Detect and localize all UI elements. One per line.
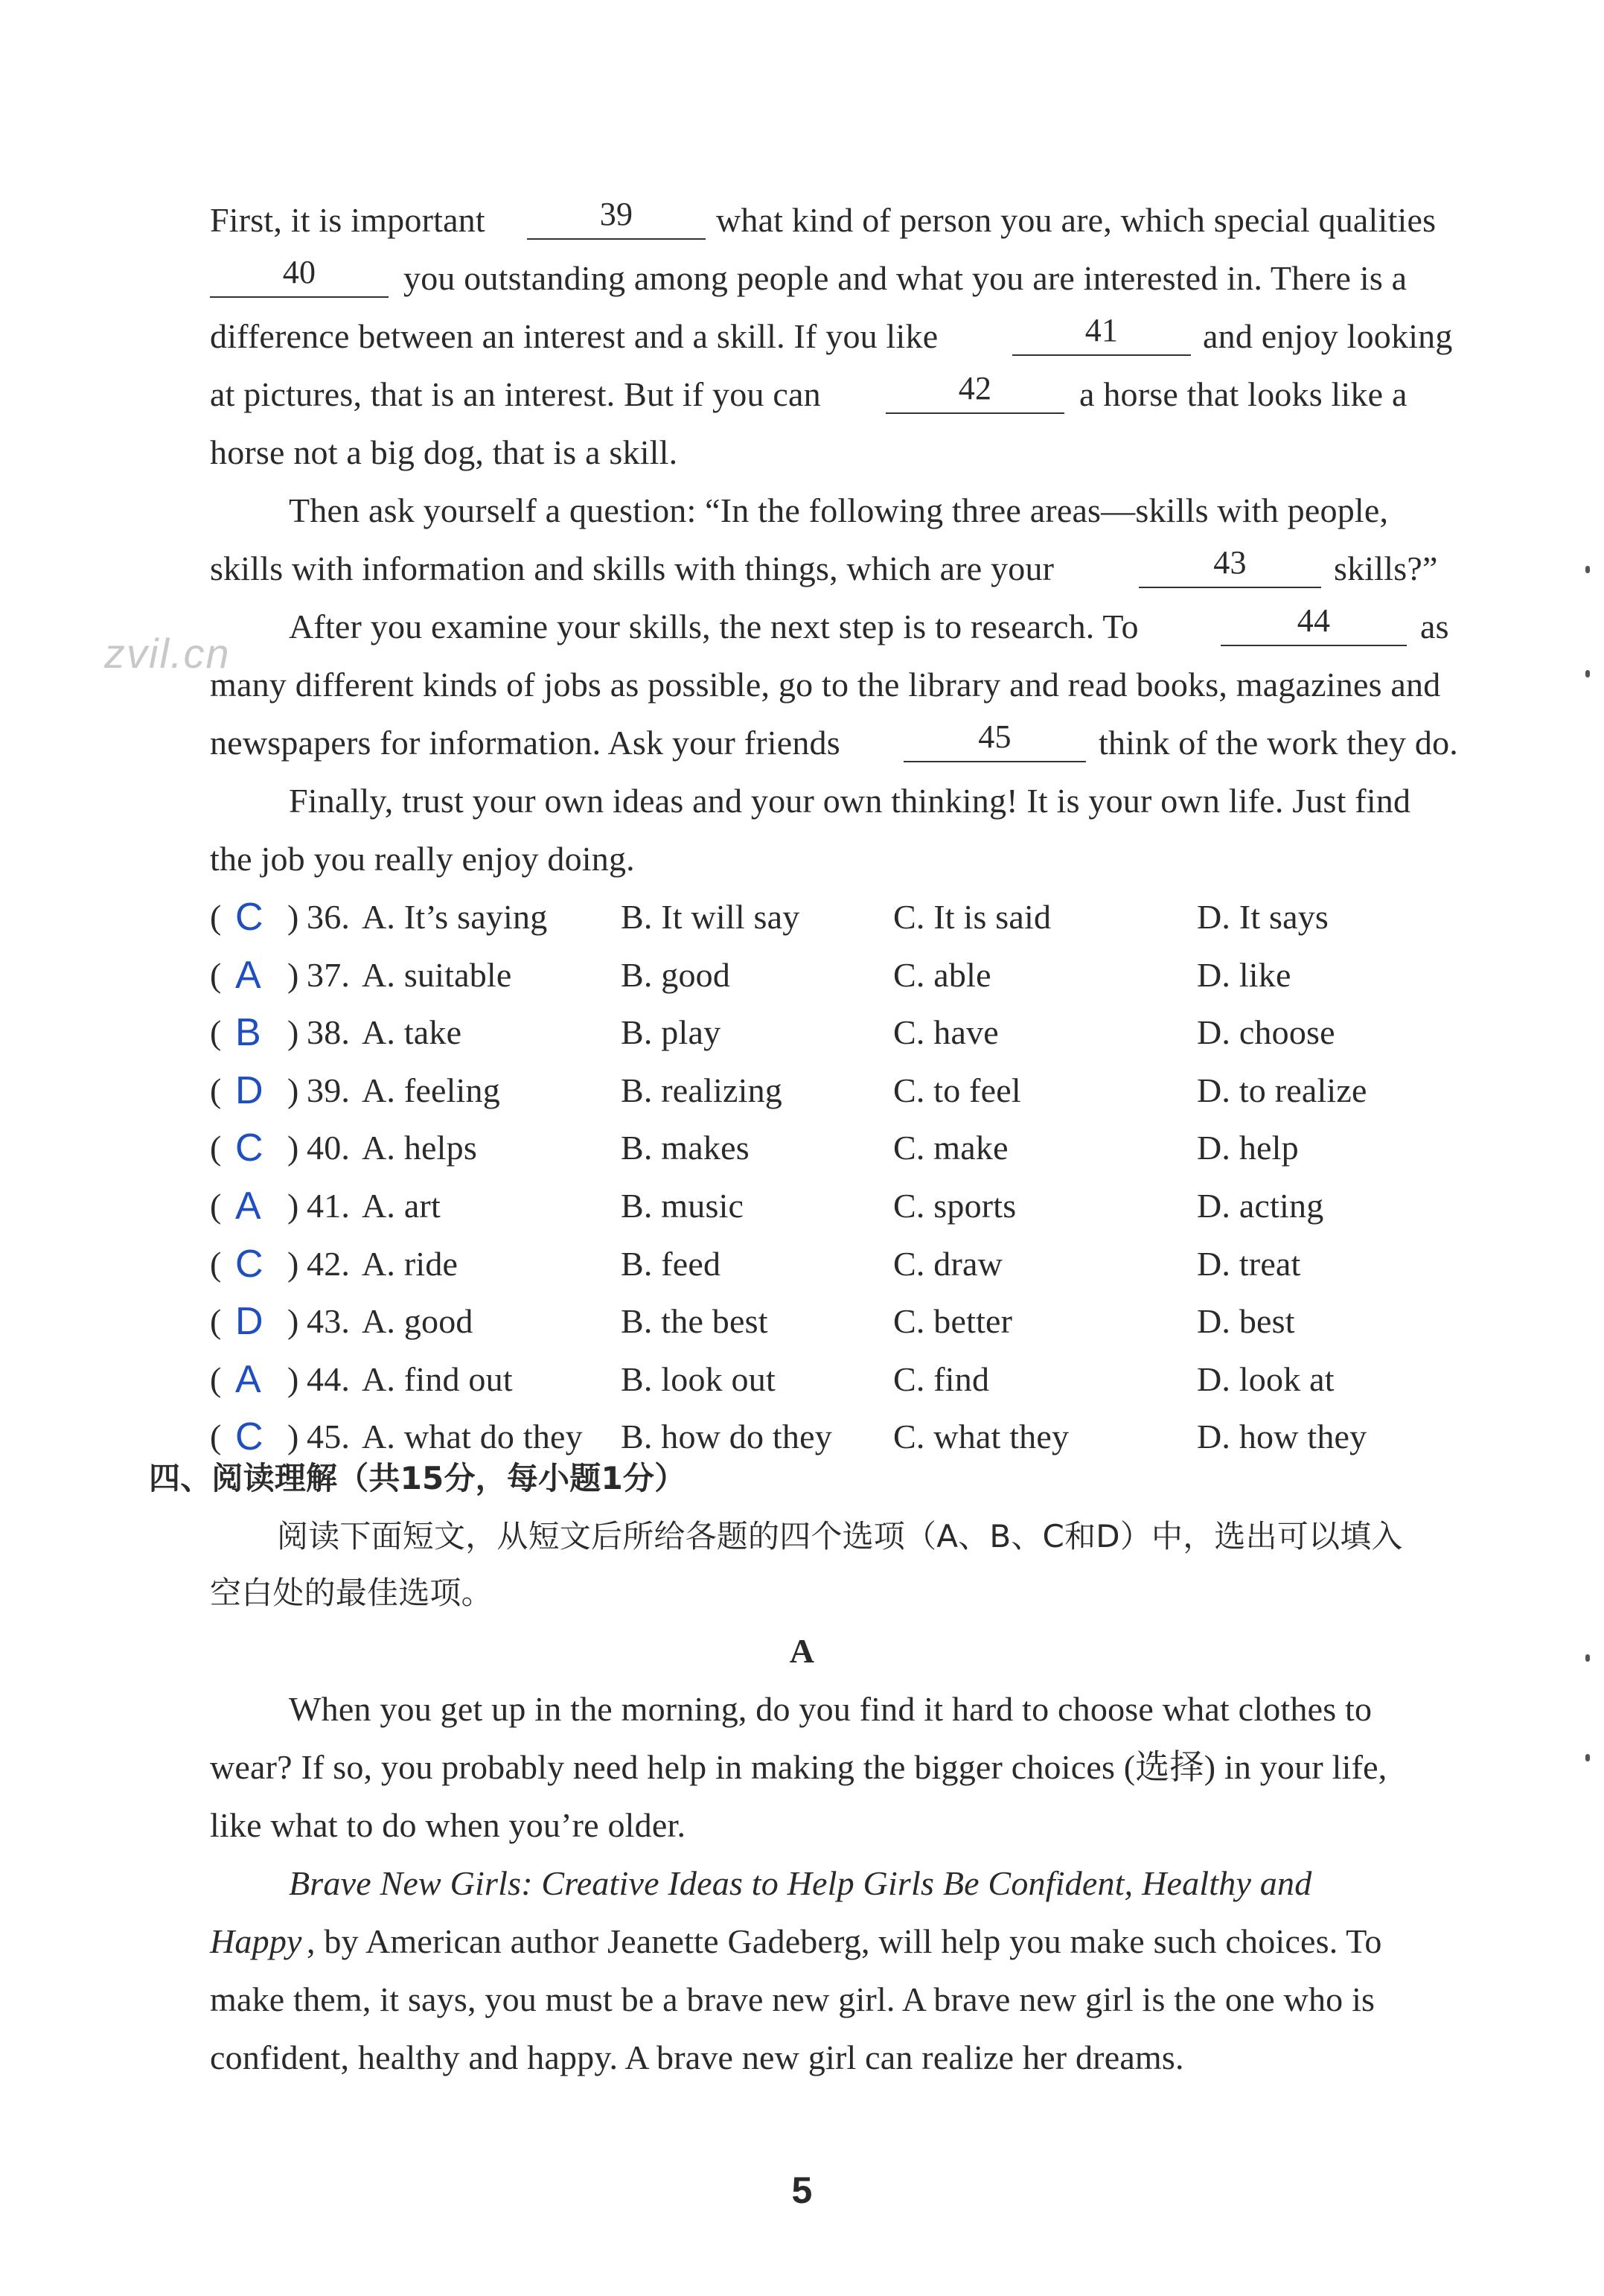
option-c: C. draw <box>893 1245 1003 1283</box>
option-b: B. look out <box>621 1360 776 1398</box>
option-c: C. able <box>893 956 991 994</box>
option-d: D. acting <box>1197 1187 1324 1225</box>
paren-open: ( <box>210 956 222 994</box>
watermark: zvil.cn <box>104 630 231 677</box>
option-c: C. sports <box>893 1187 1017 1225</box>
option-b: B. feed <box>621 1245 721 1283</box>
option-d: D. to realize <box>1197 1071 1367 1109</box>
passage-text: you outstanding among people and what you are interested in. There is a <box>403 259 1408 297</box>
blank-45: 45 <box>904 713 1086 762</box>
scan-speck <box>1585 1654 1590 1662</box>
answer-letter: C <box>235 1415 263 1458</box>
option-b: B. It will say <box>621 898 800 936</box>
option-c: C. have <box>893 1013 999 1051</box>
passage-text: newspapers for information. Ask your friends <box>210 724 840 762</box>
blank-41: 41 <box>1012 307 1191 356</box>
paren-open: ( <box>210 1418 222 1455</box>
scan-speck <box>1585 1754 1590 1761</box>
paren-close: ) <box>287 1418 299 1455</box>
paren-close: ) <box>287 956 299 994</box>
option-a: A. take <box>362 1013 462 1051</box>
option-d: D. choose <box>1197 1013 1335 1051</box>
paren-open: ( <box>210 1129 222 1167</box>
paren-close: ) <box>287 1360 299 1398</box>
question-number: 42. <box>307 1245 351 1283</box>
paren-open: ( <box>210 1360 222 1398</box>
passage-text: Finally, trust your own ideas and your own thinking! It is your own life. Just find <box>289 782 1411 820</box>
part-label: A <box>789 1632 815 1670</box>
option-c: C. what they <box>893 1418 1070 1455</box>
passage-text: skills?” <box>1334 549 1438 587</box>
reading-text: confident, healthy and happy. A brave new girl can realize her dreams. <box>210 2038 1184 2076</box>
answer-letter: C <box>235 896 263 939</box>
option-b: B. good <box>621 956 731 994</box>
passage-text: a horse that looks like a <box>1079 375 1408 413</box>
passage-text: Then ask yourself a question: “In the following three areas—skills with people, <box>289 491 1389 529</box>
paren-open: ( <box>210 1187 222 1225</box>
passage-text: many different kinds of jobs as possible, go to the library and read books, magazines and <box>210 666 1441 704</box>
answer-letter: B <box>235 1011 261 1054</box>
answer-letter: A <box>235 1184 261 1228</box>
option-d: D. It says <box>1197 898 1329 936</box>
passage-text: After you examine your skills, the next step is to research. To <box>289 608 1139 645</box>
paren-close: ) <box>287 1245 299 1283</box>
answer-letter: C <box>235 1126 263 1170</box>
question-number: 41. <box>307 1187 351 1225</box>
option-a: A. It’s saying <box>362 898 548 936</box>
passage-text: skills with information and skills with things, which are your <box>210 549 1055 587</box>
passage-text: at pictures, that is an interest. But if you can <box>210 375 821 413</box>
instruction-text: 空白处的最佳选项。 <box>210 1575 493 1611</box>
passage-text: as <box>1420 608 1449 645</box>
answer-letter: A <box>235 1358 261 1401</box>
blank-43: 43 <box>1139 539 1321 588</box>
reading-text: like what to do when you’re older. <box>210 1806 686 1844</box>
option-a: A. feeling <box>362 1071 500 1109</box>
paren-close: ) <box>287 1187 299 1225</box>
page-number: 5 <box>791 2169 813 2211</box>
paren-open: ( <box>210 898 222 936</box>
answer-letter: D <box>235 1300 263 1343</box>
reading-text: make them, it says, you must be a brave new girl. A brave new girl is the one who is <box>210 1980 1375 2018</box>
option-d: D. best <box>1197 1302 1295 1340</box>
paren-open: ( <box>210 1013 222 1051</box>
reading-text: , by American author Jeanette Gadeberg, will help you make such choices. To <box>307 1922 1382 1960</box>
option-d: D. like <box>1197 956 1291 994</box>
reading-text: When you get up in the morning, do you find it hard to choose what clothes to <box>289 1690 1373 1728</box>
paren-close: ) <box>287 1302 299 1340</box>
option-a: A. good <box>362 1302 473 1340</box>
scan-speck <box>1585 670 1590 677</box>
answer-letter: A <box>235 954 261 997</box>
option-b: B. the best <box>621 1302 768 1340</box>
option-d: D. help <box>1197 1129 1299 1167</box>
option-d: D. how they <box>1197 1418 1367 1455</box>
option-c: C. to feel <box>893 1071 1021 1109</box>
option-c: C. It is said <box>893 898 1052 936</box>
option-a: A. ride <box>362 1245 458 1283</box>
option-a: A. find out <box>362 1360 513 1398</box>
passage-text: First, it is important <box>210 201 485 239</box>
question-number: 43. <box>307 1302 351 1340</box>
answer-letter: D <box>235 1069 263 1112</box>
option-c: C. better <box>893 1302 1013 1340</box>
option-b: B. music <box>621 1187 744 1225</box>
question-number: 44. <box>307 1360 351 1398</box>
option-a: A. suitable <box>362 956 512 994</box>
blank-42: 42 <box>886 365 1064 414</box>
passage-text: the job you really enjoy doing. <box>210 840 635 878</box>
paren-close: ) <box>287 1013 299 1051</box>
passage-text: and enjoy looking <box>1203 317 1453 355</box>
paren-open: ( <box>210 1245 222 1283</box>
passage-text: horse not a big dog, that is a skill. <box>210 433 678 471</box>
paren-open: ( <box>210 1302 222 1340</box>
blank-40: 40 <box>210 249 389 298</box>
question-number: 40. <box>307 1129 351 1167</box>
blank-39: 39 <box>527 191 706 240</box>
option-b: B. realizing <box>621 1071 782 1109</box>
option-b: B. makes <box>621 1129 750 1167</box>
section-heading-text: 四、阅读理解（共15分，每小题1分） <box>149 1460 686 1496</box>
question-number: 45. <box>307 1418 351 1455</box>
question-number: 38. <box>307 1013 351 1051</box>
book-title-end: Happy <box>210 1922 302 1960</box>
reading-text: wear? If so, you probably need help in making the bigger choices (选择) in your life, <box>210 1748 1387 1786</box>
book-title: Brave New Girls: Creative Ideas to Help Girls Be Confident, Healthy and <box>289 1864 1312 1902</box>
option-b: B. how do they <box>621 1418 832 1455</box>
option-a: A. helps <box>362 1129 477 1167</box>
question-number: 36. <box>307 898 351 936</box>
paren-close: ) <box>287 1129 299 1167</box>
instruction-text: 阅读下面短文，从短文后所给各题的四个选项（A、B、C和D）中，选出可以填入 <box>277 1518 1403 1554</box>
option-a: A. what do they <box>362 1418 583 1455</box>
question-number: 37. <box>307 956 351 994</box>
blank-44: 44 <box>1221 597 1407 646</box>
paren-close: ) <box>287 1071 299 1109</box>
option-d: D. look at <box>1197 1360 1335 1398</box>
option-a: A. art <box>362 1187 441 1225</box>
option-d: D. treat <box>1197 1245 1301 1283</box>
option-c: C. find <box>893 1360 990 1398</box>
scan-speck <box>1585 566 1590 573</box>
passage-text: difference between an interest and a skill. If you like <box>210 317 939 355</box>
passage-text: what kind of person you are, which special qualities <box>716 201 1437 239</box>
paren-open: ( <box>210 1071 222 1109</box>
paren-close: ) <box>287 898 299 936</box>
option-c: C. make <box>893 1129 1009 1167</box>
option-b: B. play <box>621 1013 721 1051</box>
question-number: 39. <box>307 1071 351 1109</box>
answer-letter: C <box>235 1243 263 1286</box>
passage-text: think of the work they do. <box>1099 724 1459 762</box>
